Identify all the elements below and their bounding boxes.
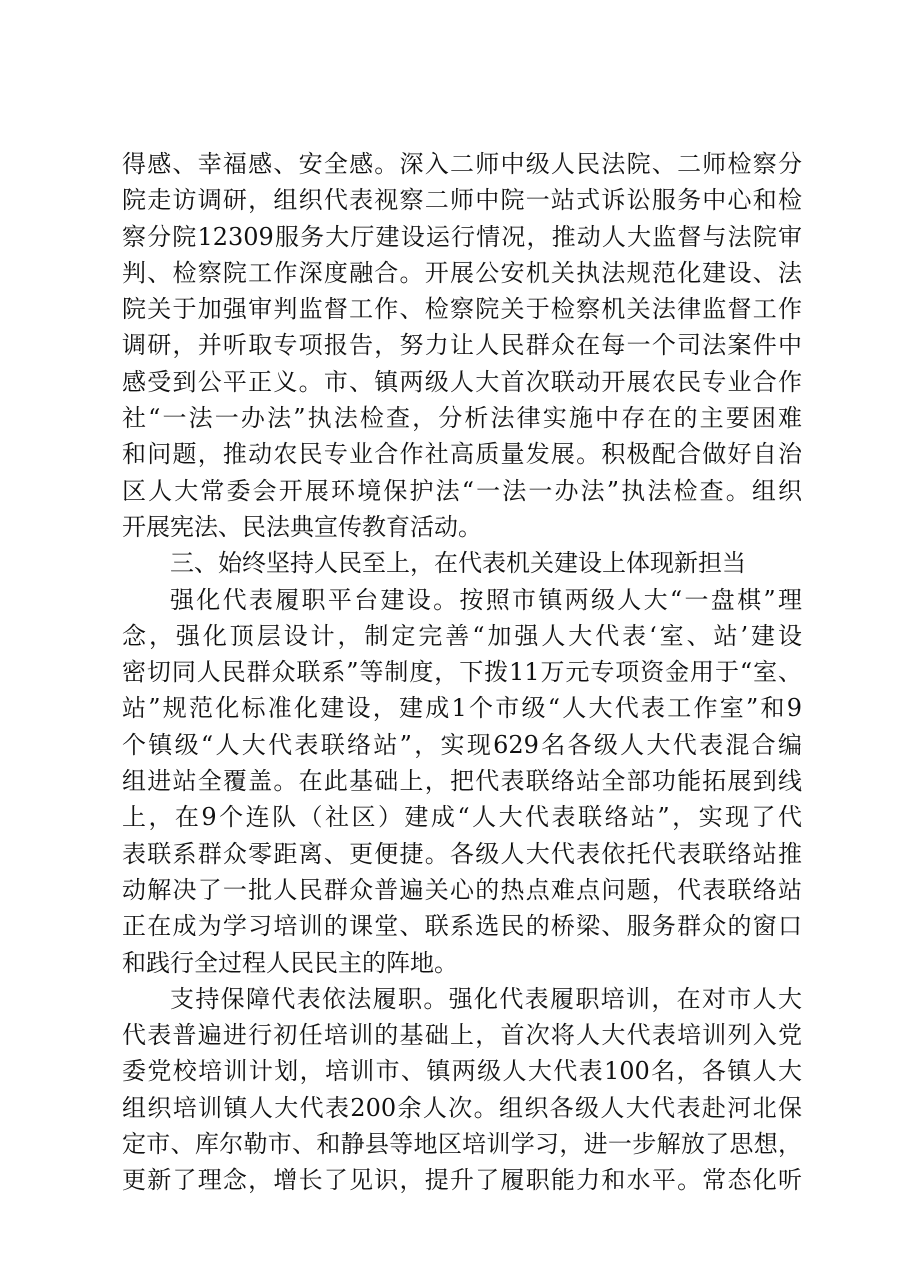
text-line: 动解决了一批人民群众普遍关心的热点难点问题，代表联络站 [122, 875, 802, 904]
section-heading: 三、始终坚持人民至上，在代表机关建设上体现新担当 [170, 549, 746, 578]
text-line: 念，强化顶层设计，制定完善“加强人大代表‘室、站’建设 [122, 621, 802, 650]
body-text [122, 146, 802, 1199]
text-line: 感受到公平正义。市、镇两级人大首次联动开展农民专业合作 [122, 367, 802, 396]
text-line: 更新了理念，增长了见识，提升了履职能力和水平。常态化听 [122, 1166, 802, 1195]
text-line: 院关于加强审判监督工作、检察院关于检察机关法律监督工作 [122, 295, 802, 324]
text-line: 判、检察院工作深度融合。开展公安机关执法规范化建设、法 [122, 258, 802, 287]
text-line: 个镇级“人大代表联络站”，实现629名各级人大代表混合编 [122, 730, 802, 759]
text-line: 和问题，推动农民专业合作社高质量发展。积极配合做好自治 [122, 440, 802, 469]
text-line: 正在成为学习培训的课堂、联系选民的桥梁、服务群众的窗口 [122, 912, 802, 941]
text-line: 上，在9个连队（社区）建成“人大代表联络站”，实现了代 [122, 803, 802, 832]
text-line: 和践行全过程人民民主的阵地。 [122, 948, 458, 977]
text-line: 委党校培训计划，培训市、镇两级人大代表100名，各镇人大 [122, 1057, 802, 1086]
text-line: 调研，并听取专项报告，努力让人民群众在每一个司法案件中 [122, 331, 802, 360]
text-line: 开展宪法、民法典宣传教育活动。 [122, 512, 482, 541]
text-line: 区人大常委会开展环境保护法“一法一办法”执法检查。组织 [122, 476, 802, 505]
text-line: 支持保障代表依法履职。强化代表履职培训，在对市人大 [170, 984, 802, 1013]
text-line: 组织培训镇人大代表200余人次。组织各级人大代表赴河北保 [122, 1093, 802, 1122]
text-line: 社“一法一办法”执法检查，分析法律实施中存在的主要困难 [122, 404, 802, 433]
text-line: 定市、库尔勒市、和静县等地区培训学习，进一步解放了思想， [122, 1130, 802, 1159]
text-line: 站”规范化标准化建设，建成1个市级“人大代表工作室”和9 [122, 694, 802, 723]
text-line: 得感、幸福感、安全感。深入二师中级人民法院、二师检察分 [122, 150, 802, 178]
text-line: 强化代表履职平台建设。按照市镇两级人大“一盘棋”理 [170, 585, 802, 614]
text-line: 代表普遍进行初任培训的基础上，首次将人大代表培训列入党 [122, 1021, 802, 1050]
text-line: 院走访调研，组织代表视察二师中院一站式诉讼服务中心和检 [122, 186, 802, 215]
text-line: 密切同人民群众联系”等制度，下拨11万元专项资金用于“室、 [122, 658, 802, 687]
text-line: 组进站全覆盖。在此基础上，把代表联络站全部功能拓展到线 [122, 767, 802, 796]
text-line: 表联系群众零距离、更便捷。各级人大代表依托代表联络站推 [122, 839, 802, 868]
text-line: 察分院12309服务大厅建设运行情况，推动人大监督与法院审 [122, 222, 802, 251]
